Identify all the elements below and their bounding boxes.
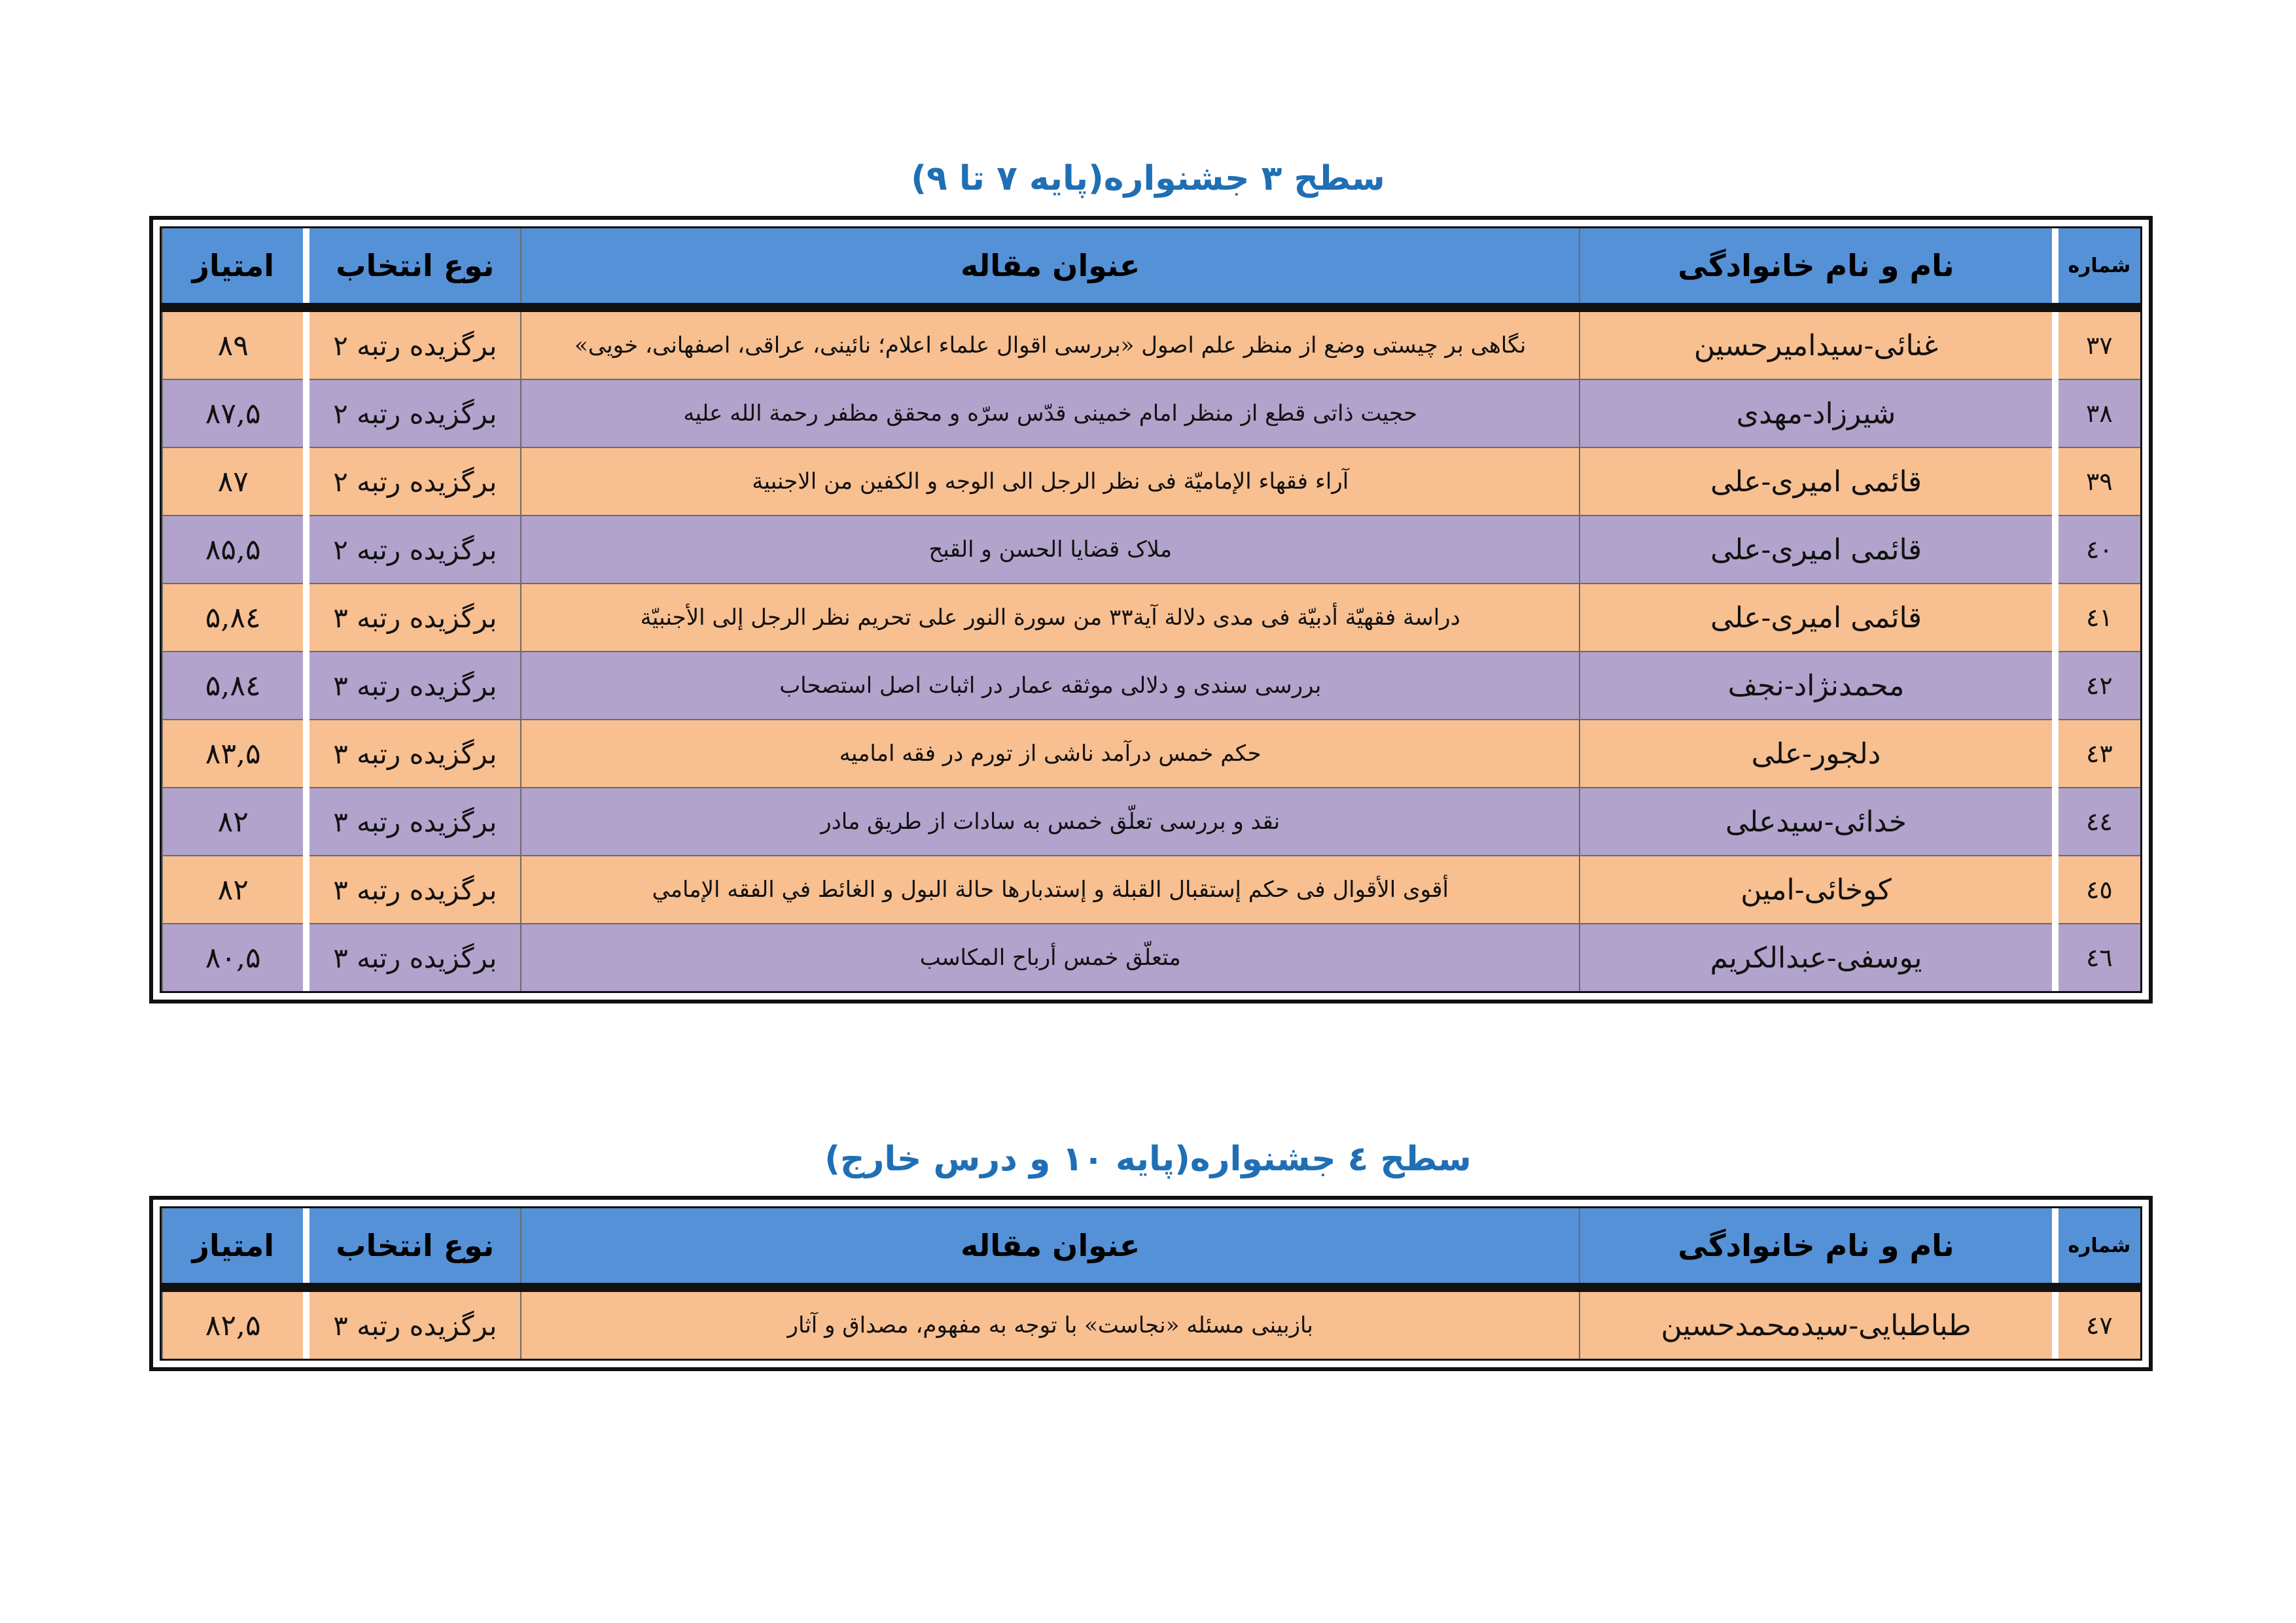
cell-name: قائمی امیری-علی bbox=[1580, 447, 2055, 515]
cell-score: ۸۲,۵ bbox=[162, 1287, 306, 1359]
cell-title: أقوی الأقوال فی حکم إستقبال القبلة و إستدبارها حالة البول و الغائط في الفقه الإمامي bbox=[521, 856, 1580, 924]
table-row bbox=[162, 379, 2140, 447]
cell-score: ۸۰,۵ bbox=[162, 924, 306, 991]
cell-score: ۸۳,۵ bbox=[162, 720, 306, 788]
cell-type: برگزیده رتبه ۳ bbox=[306, 584, 521, 652]
header-score: امتیاز bbox=[162, 228, 306, 307]
cell-number: ۳۷ bbox=[2055, 307, 2140, 379]
cell-type: برگزیده رتبه ۳ bbox=[306, 924, 521, 991]
cell-title: حکم خمس درآمد ناشی از تورم در فقه امامیه bbox=[521, 720, 1580, 788]
cell-name: طباطبایی-سیدمحمدحسین bbox=[1580, 1287, 2055, 1359]
cell-title: بازبینی مسئله «نجاست» با توجه به مفهوم، مصداق و آثار bbox=[521, 1287, 1580, 1359]
header-title: عنوان مقاله bbox=[521, 1208, 1580, 1287]
header-title: عنوان مقاله bbox=[521, 228, 1580, 307]
cell-name: قائمی امیری-علی bbox=[1580, 515, 2055, 584]
cell-score: ۸۹ bbox=[162, 307, 306, 379]
cell-title: نگاهی بر چیستی وضع از منظر علم اصول «بررسی اقوال علماء اعلام؛ نائینی، عراقی، اصفهانی، خویی» bbox=[521, 307, 1580, 379]
cell-number: ۳۹ bbox=[2055, 447, 2140, 515]
cell-name: غنائی-سیدامیرحسین bbox=[1580, 307, 2055, 379]
cell-type: برگزیده رتبه ۲ bbox=[306, 447, 521, 515]
cell-number: ۳۸ bbox=[2055, 379, 2140, 447]
cell-name: قائمی امیری-علی bbox=[1580, 584, 2055, 652]
table-row bbox=[162, 924, 2140, 991]
cell-type: برگزیده رتبه ۳ bbox=[306, 856, 521, 924]
cell-name: محمدنژاد-نجف bbox=[1580, 652, 2055, 720]
header-name: نام و نام خانوادگی bbox=[1580, 1208, 2055, 1287]
cell-number: ٤٦ bbox=[2055, 924, 2140, 991]
header-number: شماره bbox=[2055, 228, 2140, 307]
section-title-level-3: سطح ۳ جشنواره(پایه ۷ تا ۹) bbox=[911, 159, 1385, 198]
cell-score: ۸۵,۵ bbox=[162, 515, 306, 584]
results-table-level-4 bbox=[162, 1208, 2140, 1359]
cell-type: برگزیده رتبه ۲ bbox=[306, 307, 521, 379]
cell-number: ٤٤ bbox=[2055, 788, 2140, 856]
cell-title: ملاک قضایا الحسن و القبح bbox=[521, 515, 1580, 584]
table-row bbox=[162, 652, 2140, 720]
table-row bbox=[162, 584, 2140, 652]
header-number: شماره bbox=[2055, 1208, 2140, 1287]
cell-type: برگزیده رتبه ۲ bbox=[306, 515, 521, 584]
table-row bbox=[162, 307, 2140, 379]
cell-score: ۸٤,۵ bbox=[162, 584, 306, 652]
header-type: نوع انتخاب bbox=[306, 228, 521, 307]
cell-title: نقد و بررسی تعلّق خمس به سادات از طریق مادر bbox=[521, 788, 1580, 856]
header-name: نام و نام خانوادگی bbox=[1580, 228, 2055, 307]
cell-name: دلجور-علی bbox=[1580, 720, 2055, 788]
cell-score: ۸۷ bbox=[162, 447, 306, 515]
cell-type: برگزیده رتبه ۳ bbox=[306, 1287, 521, 1359]
header-type: نوع انتخاب bbox=[306, 1208, 521, 1287]
cell-title: بررسی سندی و دلالی موثقه عمار در اثبات اصل استصحاب bbox=[521, 652, 1580, 720]
cell-type: برگزیده رتبه ۳ bbox=[306, 788, 521, 856]
cell-type: برگزیده رتبه ۳ bbox=[306, 652, 521, 720]
cell-name: یوسفی-عبدالکریم bbox=[1580, 924, 2055, 991]
table-row bbox=[162, 856, 2140, 924]
table-row bbox=[162, 515, 2140, 584]
table-frame-level-4 bbox=[149, 1196, 2153, 1371]
cell-type: برگزیده رتبه ۳ bbox=[306, 720, 521, 788]
cell-number: ٤٥ bbox=[2055, 856, 2140, 924]
cell-score: ۸۷,۵ bbox=[162, 379, 306, 447]
cell-number: ٤۷ bbox=[2055, 1287, 2140, 1359]
cell-name: شیرزاد-مهدی bbox=[1580, 379, 2055, 447]
cell-title: دراسة فقهیّة أدبیّة فی مدی دلالة آیة۳۳ من سورة النور علی تحریم نظر الرجل إلی الأجنبیّة bbox=[521, 584, 1580, 652]
cell-number: ٤١ bbox=[2055, 584, 2140, 652]
table-header-row bbox=[162, 1208, 2140, 1287]
table-row bbox=[162, 1287, 2140, 1359]
results-table-level-3 bbox=[162, 228, 2140, 991]
cell-number: ٤۲ bbox=[2055, 652, 2140, 720]
table-row bbox=[162, 447, 2140, 515]
cell-title: آراء فقهاء الإمامیّة فی نظر الرجل الی الوجه و الکفین من الاجنبیة bbox=[521, 447, 1580, 515]
cell-name: خدائی-سیدعلی bbox=[1580, 788, 2055, 856]
header-score: امتیاز bbox=[162, 1208, 306, 1287]
cell-number: ٤٠ bbox=[2055, 515, 2140, 584]
cell-name: کوخائی-امین bbox=[1580, 856, 2055, 924]
table-header-row bbox=[162, 228, 2140, 307]
cell-score: ۸۲ bbox=[162, 856, 306, 924]
cell-score: ۸٤,۵ bbox=[162, 652, 306, 720]
table-row bbox=[162, 788, 2140, 856]
cell-number: ٤۳ bbox=[2055, 720, 2140, 788]
cell-type: برگزیده رتبه ۲ bbox=[306, 379, 521, 447]
table-frame-level-3 bbox=[149, 216, 2153, 1003]
table-row bbox=[162, 720, 2140, 788]
section-title-level-4: سطح ٤ جشنواره(پایه ۱۰ و درس خارج) bbox=[824, 1140, 1472, 1179]
cell-title: متعلّق خمس أرباح المکاسب bbox=[521, 924, 1580, 991]
cell-score: ۸۲ bbox=[162, 788, 306, 856]
cell-title: حجیت ذاتی قطع از منظر امام خمینی قدّس سرّه و محقق مظفر رحمة الله علیه bbox=[521, 379, 1580, 447]
